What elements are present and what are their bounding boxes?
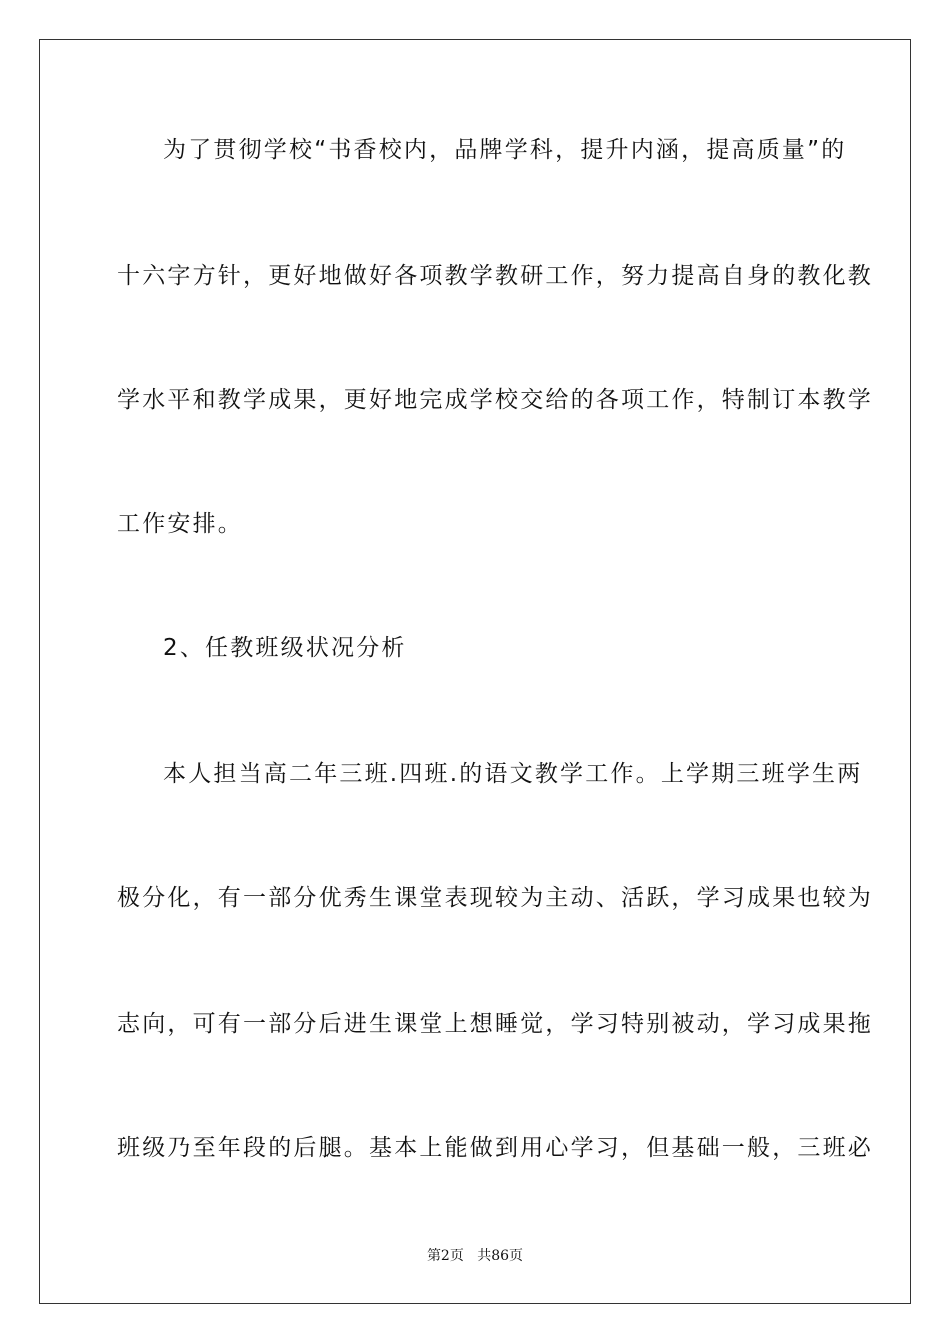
paragraph-1-line-1: 为了贯彻学校“书香校内，品牌学科，提升内涵，提高质量”的 xyxy=(163,137,847,163)
page-border xyxy=(39,39,911,1304)
page-total: 共86页 xyxy=(477,1248,524,1264)
paragraph-1-line-3: 学水平和教学成果，更好地完成学校交给的各项工作，特制订本教学 xyxy=(117,387,873,413)
paragraph-2-line-1: 本人担当高二年三班.四班.的语文教学工作。上学期三班学生两 xyxy=(163,761,863,787)
paragraph-2-line-4: 班级乃至年段的后腿。基本上能做到用心学习，但基础一般，三班必 xyxy=(117,1135,873,1161)
paragraph-2-line-2: 极分化，有一部分优秀生课堂表现较为主动、活跃，学习成果也较为 xyxy=(117,885,873,911)
paragraph-1-line-2: 十六字方针，更好地做好各项教学教研工作，努力提高自身的教化教 xyxy=(117,263,873,289)
section-heading: 2、任教班级状况分析 xyxy=(163,635,407,661)
page-footer xyxy=(0,1246,950,1266)
paragraph-1-line-4: 工作安排。 xyxy=(117,511,243,537)
paragraph-2-line-3: 志向，可有一部分后进生课堂上想睡觉，学习特别被动，学习成果拖 xyxy=(117,1011,873,1037)
page-number: 第2页 xyxy=(426,1248,464,1264)
